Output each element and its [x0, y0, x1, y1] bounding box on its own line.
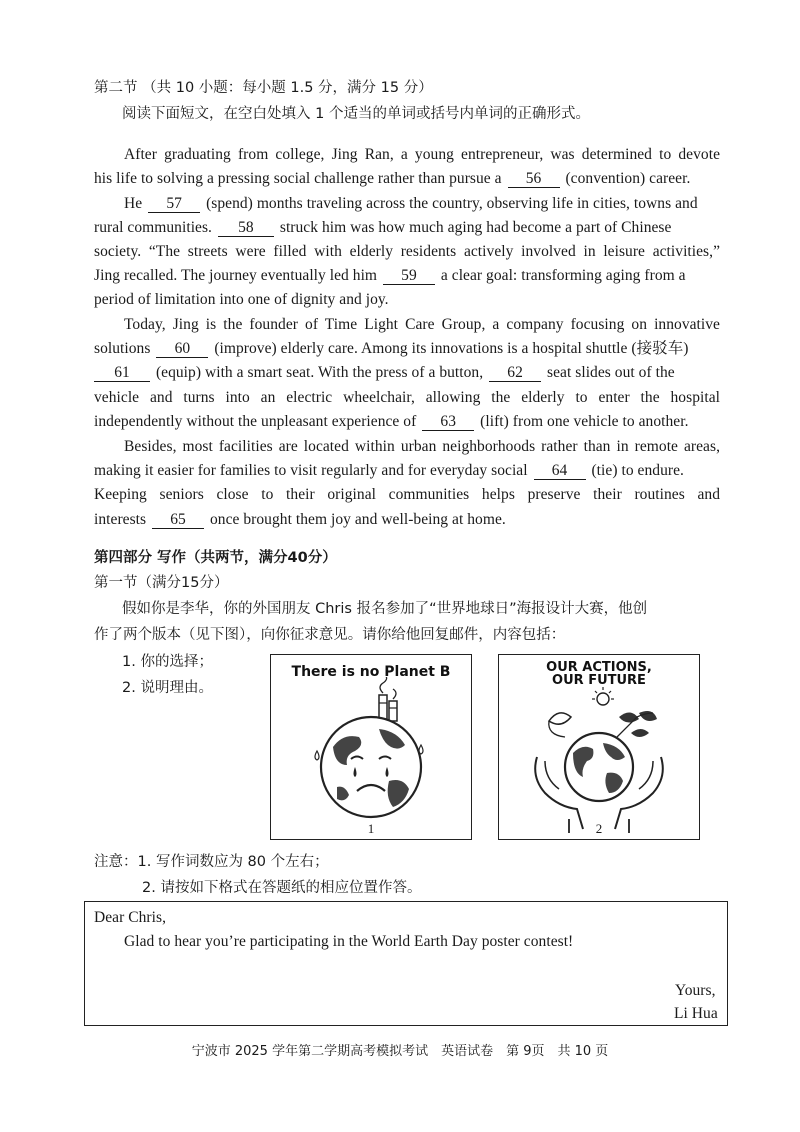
blank-64[interactable]: 64	[534, 462, 586, 480]
blank-56[interactable]: 56	[508, 170, 560, 188]
poster-1-number: 1	[367, 821, 375, 836]
requirement-item: 1. 你的选择；	[122, 654, 213, 670]
blank-65[interactable]: 65	[152, 511, 204, 529]
passage-line: society. “The streets were filled with elderly residents actively involved in leisure activities,”	[94, 243, 720, 260]
passage-line	[94, 266, 686, 286]
passage-text: (lift) from one vehicle to another.	[480, 413, 689, 430]
blank-58[interactable]: 58	[218, 219, 274, 237]
passage-text: Jing recalled. The journey eventually led him	[94, 267, 378, 284]
poster-2-title-line2: OUR FUTURE	[552, 673, 646, 688]
blank-63[interactable]: 63	[422, 413, 474, 431]
section-instruction: 阅读下面短文，在空白处填入 1 个适当的单词或括号内单词的正确形式。	[122, 106, 590, 122]
passage-line	[94, 218, 671, 238]
sad-earth-illustration	[271, 677, 471, 837]
passage-text: (improve) elderly care. Among its innovations is a hospital shuttle (接驳车)	[214, 340, 689, 357]
letter-answer-box[interactable]	[84, 901, 728, 1026]
passage-text: making it easier for families to visit regularly and for everyday social	[94, 462, 528, 479]
passage-line	[124, 194, 698, 214]
passage-line	[94, 461, 684, 481]
letter-opening: Glad to hear you’re participating in the World Earth Day poster contest!	[124, 933, 574, 950]
passage-text: interests	[94, 511, 147, 528]
letter-signature: Li Hua	[674, 1005, 718, 1022]
passage-text: (tie) to endure.	[591, 462, 684, 479]
subsection-heading: 第一节（满分15分）	[94, 575, 229, 591]
passage-line: After graduating from college, Jing Ran, a young entrepreneur, was determined to devote	[124, 146, 720, 163]
passage-text: his life to solving a pressing social challenge rather than pursue a	[94, 170, 502, 187]
poster-1	[270, 654, 472, 840]
blank-62[interactable]: 62	[489, 364, 541, 382]
poster-1-title: There is no Planet B	[291, 664, 451, 680]
poster-2-number: 2	[595, 821, 603, 836]
poster-2-title: OUR ACTIONS,	[546, 660, 652, 675]
requirement-item: 2. 说明理由。	[122, 680, 213, 696]
part-heading: 第四部分 写作（共两节，满分40分）	[94, 550, 337, 566]
passage-line: vehicle and turns into an electric wheelchair, allowing the elderly to enter the hospital	[94, 389, 720, 406]
passage-text: struck him was how much aging had become a part of Chinese	[279, 219, 672, 236]
passage-line: period of limitation into one of dignity and joy.	[94, 291, 389, 308]
passage-text: solutions	[94, 340, 151, 357]
passage-line	[94, 510, 506, 530]
writing-prompt: 假如你是李华，你的外国朋友 Chris 报名参加了“世界地球日”海报设计大赛，他创	[122, 601, 648, 617]
passage-line: Keeping seniors close to their original communities helps preserve their routines and	[94, 486, 720, 503]
blank-57[interactable]: 57	[148, 195, 200, 213]
passage-text: a clear goal: transforming aging from a	[440, 267, 686, 284]
section-heading: 第二节 （共 10 小题：每小题 1.5 分，满分 15 分）	[94, 80, 433, 96]
passage-text: (spend) months traveling across the country, observing life in cities, towns and	[206, 195, 698, 212]
writing-prompt: 作了两个版本（见下图），向你征求意见。请你给他回复邮件，内容包括：	[94, 627, 566, 643]
letter-closing: Yours,	[675, 982, 716, 999]
passage-text: He	[124, 195, 143, 212]
blank-61[interactable]: 61	[94, 364, 150, 382]
passage-text: seat slides out of the	[547, 364, 675, 381]
passage-text: (convention) career.	[565, 170, 691, 187]
passage-line: Besides, most facilities are located within urban neighborhoods rather than in remote areas,	[124, 438, 720, 455]
passage-line	[94, 169, 690, 189]
letter-greeting: Dear Chris,	[94, 909, 167, 926]
passage-line	[94, 363, 675, 383]
page-footer: 宁波市 2025 学年第二学期高考模拟考试 英语试卷 第 9页 共 10 页	[191, 1044, 609, 1059]
note-line: 注意：1. 写作词数应为 80 个左右；	[94, 854, 329, 870]
note-line: 2. 请按如下格式在答题纸的相应位置作答。	[142, 880, 422, 896]
poster-2	[498, 654, 700, 840]
passage-line	[94, 412, 689, 432]
passage-text: rural communities.	[94, 219, 212, 236]
passage-line: Today, Jing is the founder of Time Light Care Group, a company focusing on innovative	[124, 316, 720, 333]
passage-line	[94, 339, 688, 359]
passage-text: once brought them joy and well-being at home.	[209, 511, 506, 528]
hands-holding-earth-illustration	[499, 687, 699, 837]
passage-text: (equip) with a smart seat. With the press of a button,	[155, 364, 484, 381]
blank-59[interactable]: 59	[383, 267, 435, 285]
passage-text: independently without the unpleasant experience of	[94, 413, 417, 430]
blank-60[interactable]: 60	[156, 340, 208, 358]
